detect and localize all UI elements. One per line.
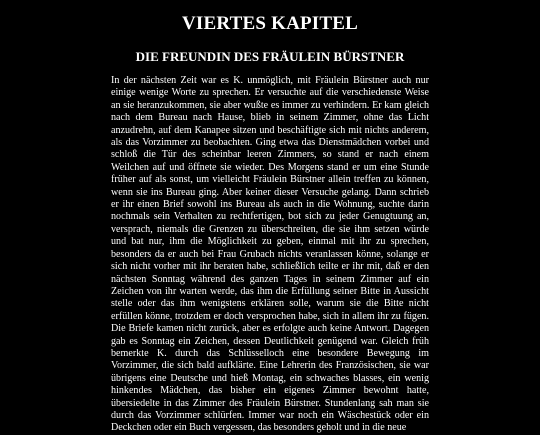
body-paragraph: In der nächsten Zeit war es K. unmöglich, mit Fräulein Bürstner auch nur einige wenige Worte zu sprechen. Er versuchte auf die verschiedenste Weise an sie heranzukommen, sie aber wußte es immer zu verhindern. Er kam gleich nach dem Bureau nach Hause, blieb in seinem Zimmer, ohne das Licht anzudrehn, auf dem Kanapee sitzen und beschäftigte sich mit nichts anderem, als das Vorzimmer zu beobachten. Ging etwa das Dienstmädchen vorbei und schloß die Tür des scheinbar leeren Zimmers, so stand er nach einem Weilchen auf und öffnete sie wieder. Des Morgens stand er um eine Stunde früher auf als sonst, um vielleicht Fräulein Bürstner allein treffen zu können, wenn sie ins Bureau ging. Aber keiner dieser Versuche gelang. Dann schrieb er ihr einen Brief sowohl ins Bureau als auch in die Wohnung, suchte darin nochmals sein Verhalten zu rechtfertigen, bot sich zu jeder Genugtuung an, versprach, niemals die Grenzen zu überschreiten, die sie ihm setzen würde und bat nur, ihm die Möglichkeit zu geben, einmal mit ihr zu sprechen, besonders da er auch bei Frau Grubach nichts veranlassen könne, solange er sich nicht vorher mit ihr beraten habe, schließlich teilte er ihr mit, daß er den nächsten Sonntag während des ganzen Tages in seinem Zimmer auf ein Zeichen von ihr warten werde, das ihm die Erfüllung seiner Bitte in Aussicht stelle oder das ihm wenigstens erklären solle, warum sie die Bitte nicht erfüllen könne, trotzdem er doch versprochen habe, sich in allem ihr zu fügen. Die Briefe kamen nicht zurück, aber es erfolgte auch keine Antwort. Dagegen gab es Sonntag ein Zeichen, dessen Deutlichkeit genügend war. Gleich früh bemerkte K. durch das Schlüsselloch eine besondere Bewegung im Vorzimmer, die sich bald aufklärte. Eine Lehrerin des Französischen, sie war übrigens eine Deutsche und hieß Montag, ein schwaches blasses, ein wenig hinkendes Mädchen, das bisher ein eigenes Zimmer bewohnt hatte, übersiedelte in das Zimmer des Fräulein Bürstner. Stundenlang sah man sie durch das Vorzimmer schlürfen. Immer war noch ein Wäschestück oder ein Deckchen oder ein Buch vergessen, das besonders geholt und in die neue — [111, 75, 429, 434]
chapter-subtitle: DIE FREUNDIN DES FRÄULEIN BÜRSTNER — [135, 49, 405, 64]
chapter-title: VIERTES KAPITEL — [181, 13, 359, 34]
